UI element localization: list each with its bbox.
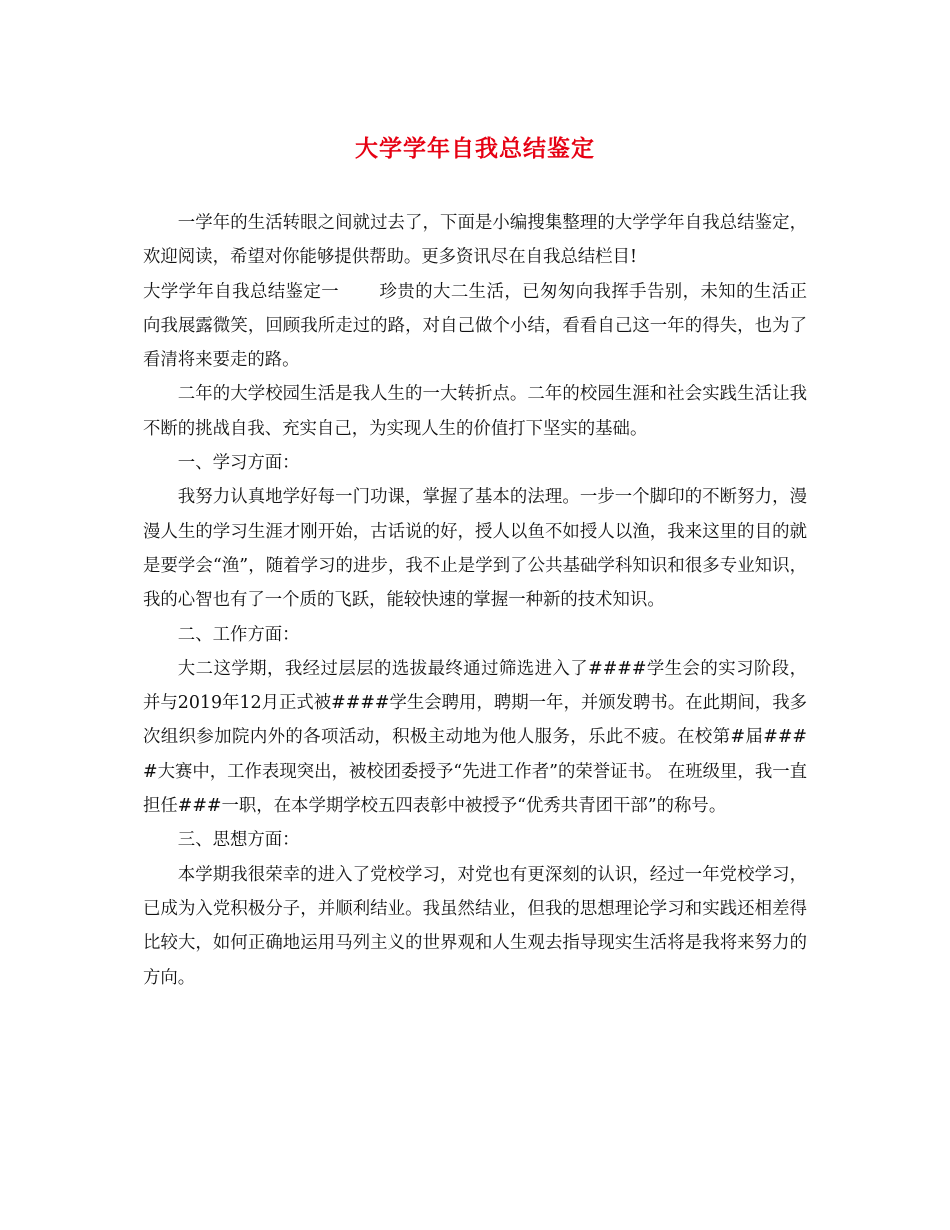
thought-paragraph: 本学期我很荣幸的进入了党校学习，对党也有更深刻的认识，经过一年党校学习，已成为入党积极分子，并顺利结业。我虽然结业，但我的思想理论学习和实践还相差得比较大，如何正确地运用马列主义的世界观和人生观去指导现实生活将是我将来努力的方向。 [143,864,807,988]
section-one-paragraph [143,275,807,378]
section-lead: 珍贵的大二生活，已匆匆向我挥手告别，未知的生活正向我展露微笑，回顾我所走过的路，对自己做个小结，看看自己这一年的得失，也为了看清将来要走的路。 [143,281,807,371]
document-body [143,206,807,995]
intro-paragraph: 一学年的生活转眼之间就过去了，下面是小编搜集整理的大学学年自我总结鉴定，欢迎阅读，希望对你能够提供帮助。更多资讯尽在自我总结栏目! [143,213,807,268]
study-paragraph: 我努力认真地学好每一门功课，掌握了基本的法理。一步一个脚印的不断努力，漫漫人生的学习生涯才刚开始，古话说的好，授人以鱼不如授人以渔，我来这里的目的就是要学会“渔”，随着学习的进步，我不止是学到了公共基础学科知识和很多专业知识，我的心智也有了一个质的飞跃，能较快速的掌握一种新的技术知识。 [143,487,807,611]
section-heading: 大学学年自我总结鉴定一 [143,281,340,302]
document-title: 大学学年自我总结鉴定 [355,135,595,162]
work-paragraph: 大二这学期，我经过层层的选拔最终通过筛选进入了####学生会的实习阶段，并与2019年12月正式被####学生会聘用，聘期一年，并颁发聘书。在此期间，我多次组织参加院内外的各项活动，积极主动地为他人服务，乐此不疲。在校第#届####大赛中，工作表现突出，被校团委授予“先进工作者”的荣誉证书。 在班级里，我一直担任###一职，在本学期学校五四表彰中被授予“优秀共青团干部”的称号。 [143,658,807,817]
turning-point-paragraph: 二年的大学校园生活是我人生的一大转折点。二年的校园生涯和社会实践生活让我不断的挑战自我、充实自己，为实现人生的价值打下坚实的基础。 [143,384,807,439]
thought-heading: 三、思想方面： [177,830,300,851]
work-heading: 二、工作方面： [177,624,300,645]
study-heading: 一、学习方面： [177,453,300,474]
